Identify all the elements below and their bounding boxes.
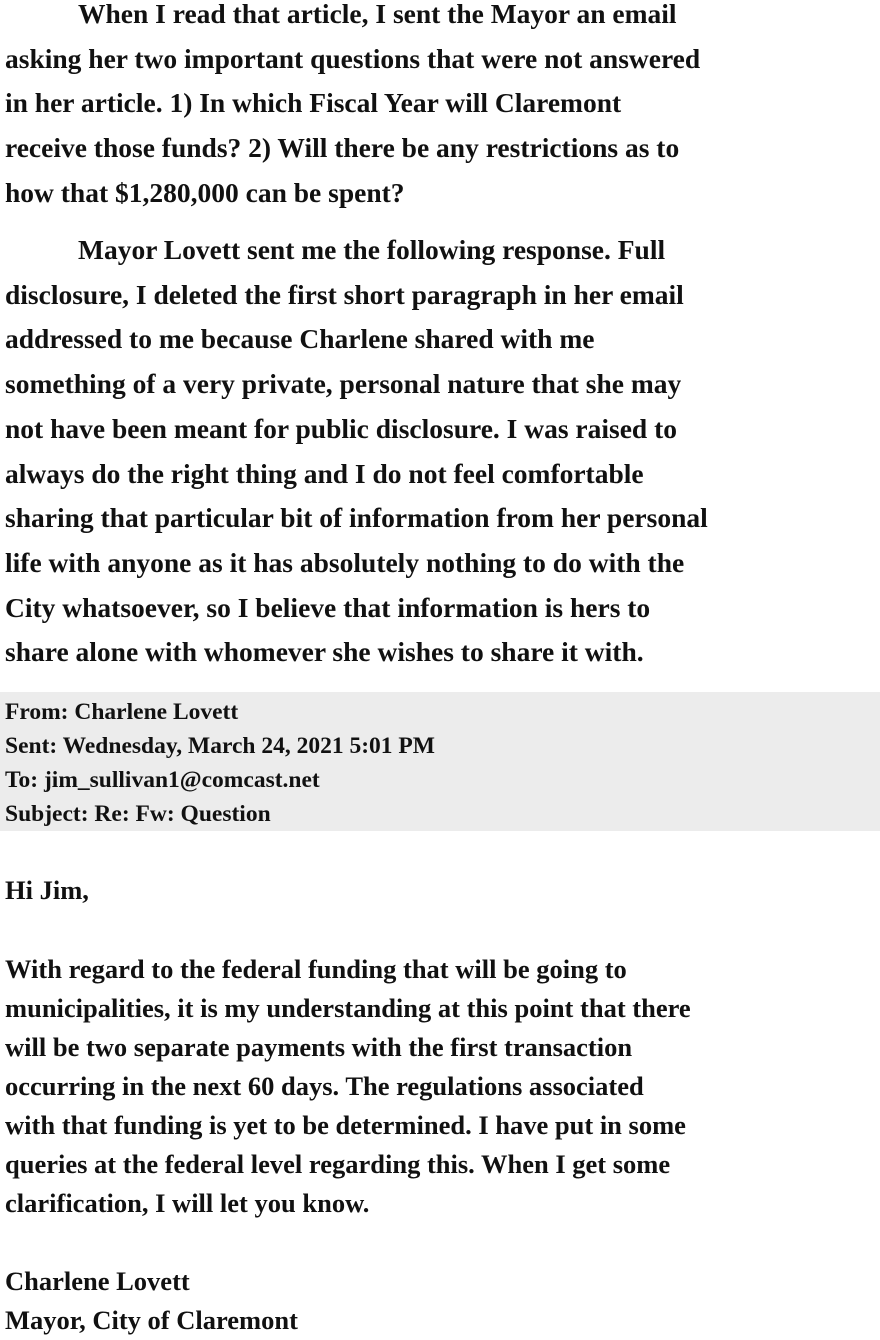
email-from-line: From: Charlene Lovett bbox=[5, 699, 239, 725]
text-line: in her article. 1) In which Fiscal Year will Claremont bbox=[5, 87, 622, 119]
text-line: asking her two important questions that were not answered bbox=[5, 42, 701, 74]
text-line: sharing that particular bit of information from her personal bbox=[5, 502, 708, 534]
email-sent-line: Sent: Wednesday, March 24, 2021 5:01 PM bbox=[5, 733, 435, 759]
text-line: clarification, I will let you know. bbox=[5, 1188, 370, 1218]
text-line: share alone with whomever she wishes to share it with. bbox=[5, 636, 644, 668]
text-line: With regard to the federal funding that will be going to bbox=[5, 954, 627, 984]
article-paragraph-1 bbox=[5, 0, 880, 216]
text-line: When I read that article, I sent the Mayor an email bbox=[78, 0, 677, 29]
text-line: not have been meant for public disclosure. I was raised to bbox=[5, 412, 677, 444]
text-line: how that $1,280,000 can be spent? bbox=[5, 176, 405, 208]
text-line: occurring in the next 60 days. The regulations associated bbox=[5, 1071, 644, 1101]
email-header-block bbox=[0, 692, 880, 831]
text-line: disclosure, I deleted the first short paragraph in her email bbox=[5, 278, 684, 310]
text-line: addressed to me because Charlene shared with me bbox=[5, 323, 595, 355]
signature-name: Charlene Lovett bbox=[5, 1266, 190, 1296]
text-line: queries at the federal level regarding this. When I get some bbox=[5, 1149, 671, 1179]
text-line: life with anyone as it has absolutely nothing to do with the bbox=[5, 546, 685, 578]
text-line: something of a very private, personal nature that she may bbox=[5, 368, 682, 400]
email-subject-line: Subject: Re: Fw: Question bbox=[5, 801, 271, 827]
email-signature bbox=[5, 1262, 880, 1340]
text-line: Mayor Lovett sent me the following response. Full bbox=[78, 234, 666, 265]
text-line: will be two separate payments with the first transaction bbox=[5, 1032, 633, 1062]
article-paragraph-2 bbox=[5, 228, 880, 675]
text-line: with that funding is yet to be determined. I have put in some bbox=[5, 1110, 686, 1140]
text-line: municipalities, it is my understanding at this point that there bbox=[5, 993, 691, 1023]
signature-title: Mayor, City of Claremont bbox=[5, 1305, 298, 1335]
text-line: receive those funds? 2) Will there be any restrictions as to bbox=[5, 132, 680, 164]
email-body bbox=[5, 950, 880, 1223]
text-line: always do the right thing and I do not feel comfortable bbox=[5, 457, 644, 489]
email-greeting bbox=[5, 871, 880, 910]
text-line: City whatsoever, so I believe that information is hers to bbox=[5, 591, 651, 623]
email-to-line: To: jim_sullivan1@comcast.net bbox=[5, 767, 320, 793]
text-line: Hi Jim, bbox=[5, 875, 89, 905]
